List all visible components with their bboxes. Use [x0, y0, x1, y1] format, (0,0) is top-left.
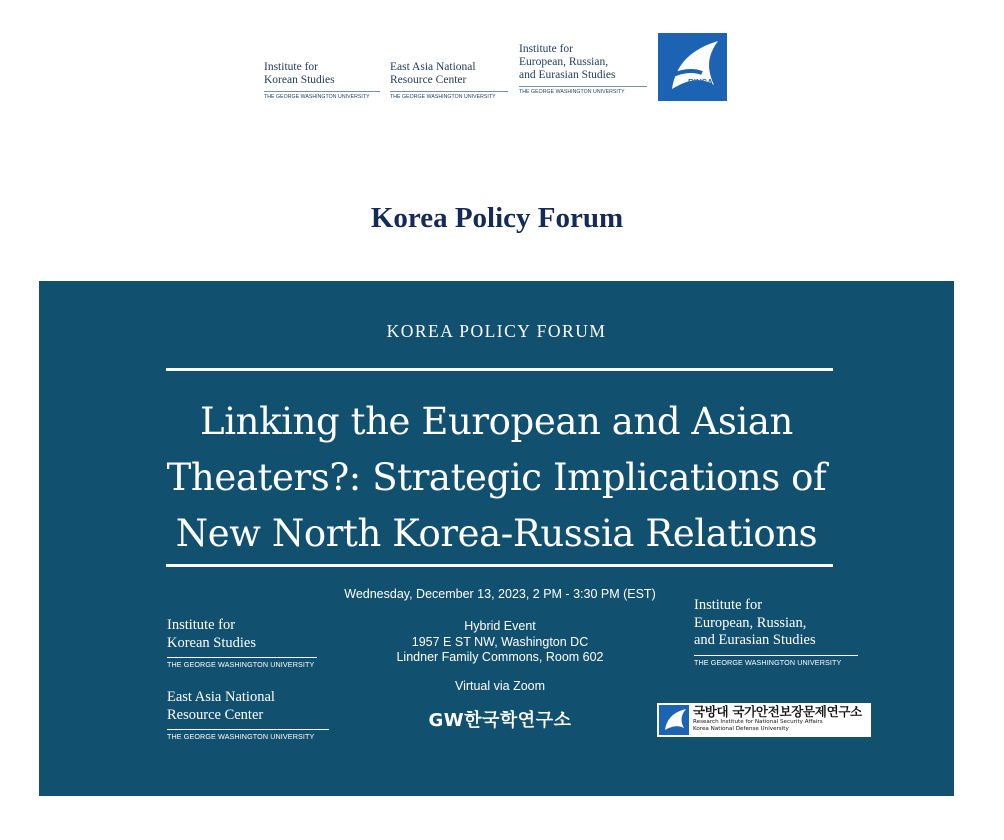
kndu-english-line: Korea National Defense University	[693, 726, 789, 732]
logo-name-line: East Asia National	[167, 689, 275, 705]
kndu-korean-name: 국방대 국가안전보장문제연구소	[693, 704, 862, 719]
logo-name-line: and Eurasian Studies	[519, 69, 616, 81]
gw-korean-institute-logo: GW한국학연구소	[428, 710, 572, 731]
logo-name-line: European, Russian,	[694, 614, 807, 631]
headline-line: Theaters?: Strategic Implications of	[166, 456, 827, 499]
logo-name-line: Institute for	[519, 43, 573, 55]
venue-line: Lindner Family Commons, Room 602	[396, 650, 604, 664]
headline-line: Linking the European and Asian	[200, 400, 793, 443]
divider-top	[166, 368, 833, 371]
logo-university-line: THE GEORGE WASHINGTON UNIVERSITY	[519, 86, 647, 95]
logo-name-line: Resource Center	[390, 74, 467, 86]
logo-name-line: Institute for	[167, 617, 236, 633]
logo-name-line: Resource Center	[167, 706, 264, 723]
event-headline	[119, 394, 874, 562]
logo-institute-european-russian-eurasian	[519, 43, 647, 95]
logo-name-line: East Asia National	[390, 61, 476, 73]
banner-logo-institute-korean-studies	[167, 617, 317, 669]
logo-name-line: and Eurasian Studies	[694, 632, 816, 648]
sponsor-logo-strip	[0, 0, 1004, 110]
divider-bottom	[166, 564, 833, 567]
headline-line: New North Korea-Russia Relations	[175, 512, 818, 555]
logo-name-line: European, Russian,	[519, 56, 609, 68]
venue-line: 1957 E ST NW, Washington DC	[411, 634, 589, 649]
event-virtual-note: Virtual via Zoom	[454, 679, 546, 693]
logo-name-line: Institute for	[694, 597, 763, 613]
kndu-emblem	[659, 705, 689, 735]
logo-name-line: Institute for	[264, 61, 318, 73]
event-venue	[329, 619, 671, 666]
page-title: Korea Policy Forum	[370, 202, 624, 234]
rinsa-emblem-icon	[658, 33, 727, 101]
logo-east-asia-national-resource-center	[390, 61, 508, 100]
banner-logo-east-asia-national-resource-center	[167, 689, 329, 741]
rinsa-logo-text: RINSA	[688, 78, 713, 87]
event-date: Wednesday, December 13, 2023, 2 PM - 3:30 PM (EST)	[344, 587, 656, 601]
kndu-rinsa-logo	[657, 703, 871, 737]
logo-name-line: Korean Studies	[167, 634, 256, 651]
logo-university-line: THE GEORGE WASHINGTON UNIVERSITY	[390, 91, 508, 100]
logo-university-line: THE GEORGE WASHINGTON UNIVERSITY	[167, 657, 317, 669]
logo-name-line: Korean Studies	[264, 74, 335, 86]
banner-logo-institute-european-russian-eurasian	[694, 597, 858, 667]
logo-institute-korean-studies	[264, 61, 380, 100]
logo-university-line: THE GEORGE WASHINGTON UNIVERSITY	[167, 729, 329, 741]
rinsa-logo	[658, 33, 727, 101]
event-banner	[39, 281, 954, 796]
logo-university-line: THE GEORGE WASHINGTON UNIVERSITY	[264, 91, 380, 100]
kndu-english-line: Research Institute for National Security Affairs	[693, 719, 823, 725]
logo-university-line: THE GEORGE WASHINGTON UNIVERSITY	[694, 655, 858, 667]
venue-line: Hybrid Event	[464, 619, 536, 633]
rinsa-emblem-icon	[659, 705, 689, 735]
kndu-text	[693, 704, 862, 733]
banner-kicker: KOREA POLICY FORUM	[386, 321, 607, 341]
